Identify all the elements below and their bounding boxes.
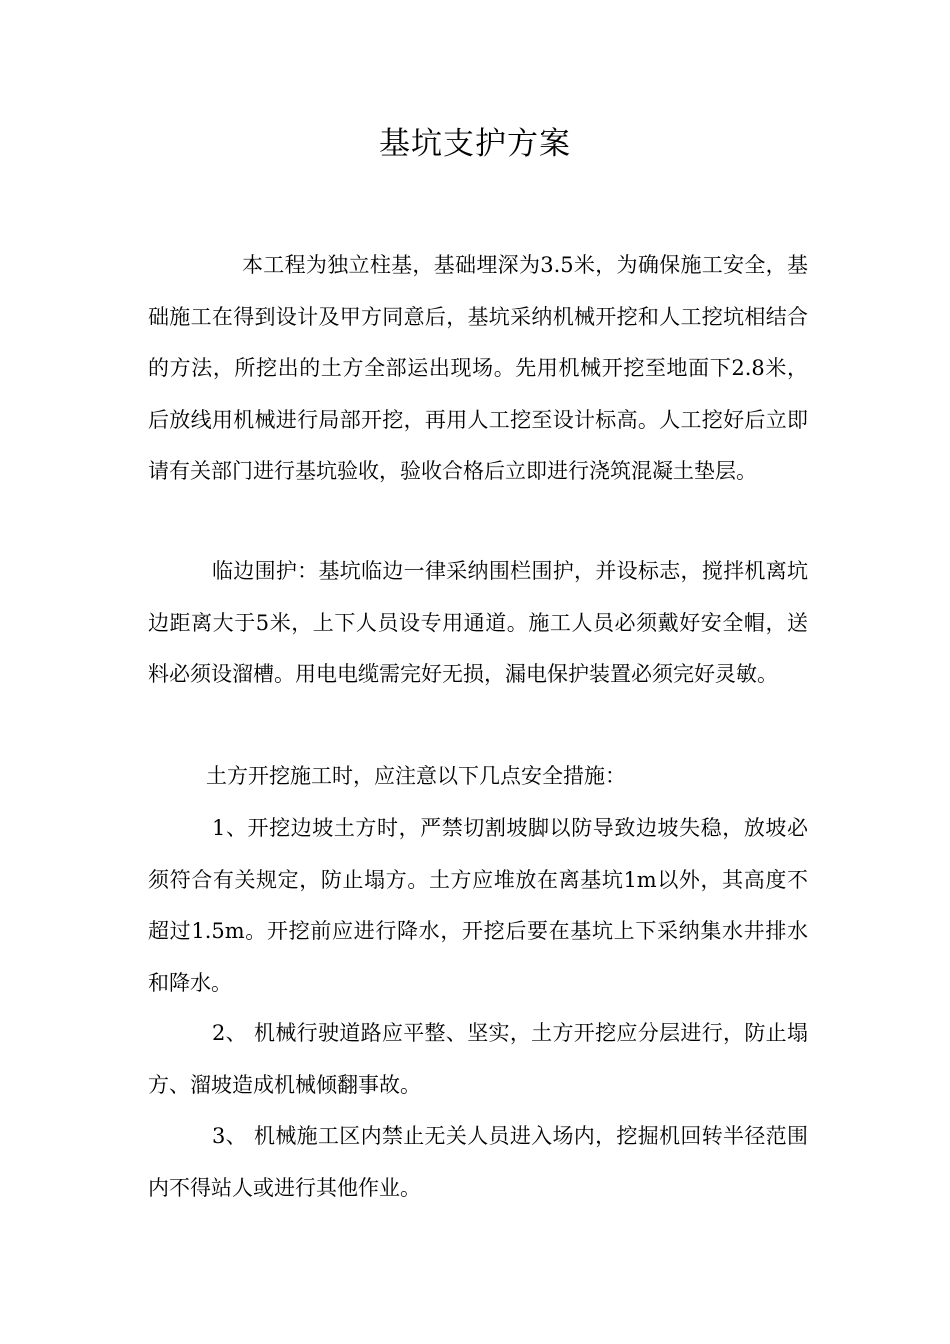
paragraph-safety-intro: 土方开挖施工时，应注意以下几点安全措施： — [206, 764, 626, 788]
paragraph-project-overview: 本工程为独立柱基，基础埋深为3.5米，为确保施工安全，基础施工在得到设计及甲方同意后，基坑采纳机械开挖和人工挖坑相结合的方法，所挖出的土方全部运出现场。先用机械开挖至地面下2.8米，后放线用机械进行局部开挖，再用人工挖至设计标高。人工挖好后立即请有关部门进行基坑验收，验收合格后立即进行浇筑混凝土垫层。 — [148, 253, 808, 483]
paragraph-safety-item-3: 3、 机械施工区内禁止无关人员进入场内，挖掘机回转半径范围内不得站人或进行其他作业。 — [148, 1124, 808, 1200]
document-title: 基坑支护方案 — [379, 126, 571, 162]
paragraph-safety-item-1: 1、开挖边坡土方时，严禁切割坡脚以防导致边坡失稳，放坡必须符合有关规定，防止塌方。土方应堆放在离基坑1m以外，其高度不超过1.5m。开挖前应进行降水，开挖后要在基坑上下采纳集水井排水和降水。 — [148, 816, 808, 995]
paragraph-edge-protection: 临边围护：基坑临边一律采纳围栏围护，并设标志，搅拌机离坑边距离大于5米，上下人员设专用通道。施工人员必须戴好安全帽，送料必须设溜槽。用电电缆需完好无损，漏电保护装置必须完好灵敏。 — [148, 559, 808, 686]
paragraph-safety-item-2: 2、 机械行驶道路应平整、坚实，土方开挖应分层进行，防止塌方、溜坡造成机械倾翻事故。 — [148, 1021, 808, 1097]
